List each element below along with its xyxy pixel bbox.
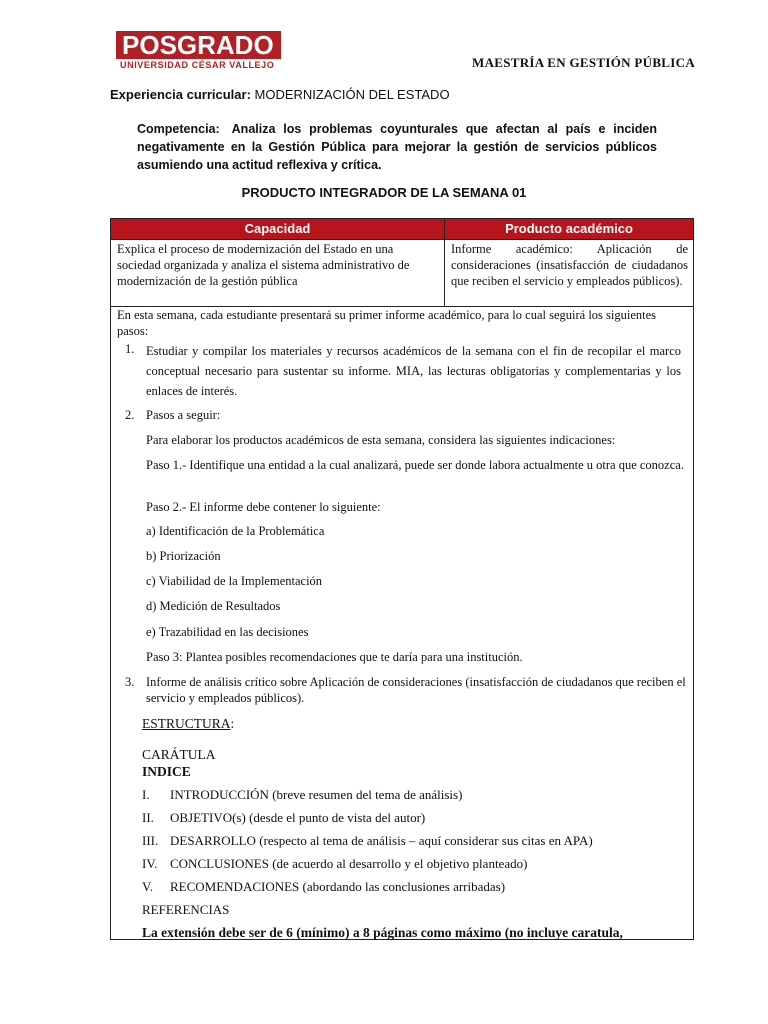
step-3-text: Informe de análisis crítico sobre Aplicación de consideraciones (insatisfacción de ciudadanos que reciben el servicio y empleados públicos). bbox=[146, 675, 686, 705]
university-name: UNIVERSIDAD CÉSAR VALLEJO bbox=[120, 60, 275, 70]
section-number: I. bbox=[142, 787, 150, 802]
product-table bbox=[110, 218, 694, 940]
table-divider bbox=[111, 239, 693, 240]
paso-2-text: Paso 2.- El informe debe contener lo siguiente: bbox=[146, 500, 381, 514]
posgrado-logo: POSGRADO bbox=[116, 31, 281, 59]
section-title: DESARROLLO bbox=[170, 833, 256, 848]
section-row bbox=[142, 787, 462, 803]
section-number: III. bbox=[142, 833, 159, 848]
list-item: e) Trazabilidad en las decisiones bbox=[146, 625, 309, 639]
section-title: CONCLUSIONES bbox=[170, 856, 269, 871]
section-row bbox=[142, 833, 593, 849]
section-number: IV. bbox=[142, 856, 158, 871]
section-note: (desde el punto de vista del autor) bbox=[249, 810, 426, 825]
step-1-text: Estudiar y compilar los materiales y recursos académicos de la semana con el fin de recopilar el marco conceptual necesario para sustentar su informe. MIA, las lecturas obligatorias y complementarias y los enlaces de interés. bbox=[146, 344, 681, 398]
section-number: II. bbox=[142, 810, 154, 825]
course-label: Experiencia curricular: bbox=[110, 87, 251, 102]
header-producto: Producto académico bbox=[445, 219, 693, 239]
estructura-colon: : bbox=[230, 716, 235, 731]
section-note: (de acuerdo al desarrollo y el objetivo planteado) bbox=[272, 856, 528, 871]
intro-text: En esta semana, cada estudiante presentará su primer informe académico, para lo cual seguirá los siguientes pasos: bbox=[117, 308, 657, 338]
list-item: b) Priorización bbox=[146, 549, 221, 563]
competencia-block bbox=[137, 120, 657, 174]
item-number: 3. bbox=[125, 675, 135, 689]
referencias-label: REFERENCIAS bbox=[142, 902, 230, 917]
section-title: OBJETIVO(s) bbox=[170, 810, 246, 825]
competencia-text: Analiza los problemas coyunturales que afectan al país e inciden negativamente en la Gestión Pública para mejorar la gestión de servicios públicos asumiendo una actitud reflexiva y crítica. bbox=[137, 122, 657, 172]
list-item: c) Viabilidad de la Implementación bbox=[146, 574, 323, 588]
list-item: d) Medición de Resultados bbox=[146, 599, 281, 613]
course-value: MODERNIZACIÓN DEL ESTADO bbox=[254, 87, 450, 102]
section-note: (breve resumen del tema de análisis) bbox=[272, 787, 463, 802]
section-row bbox=[142, 810, 425, 826]
indications-text: Para elaborar los productos académicos de esta semana, considera las siguientes indicaciones: bbox=[146, 433, 616, 447]
producto-cell: Informe académico: Aplicación de consideraciones (insatisfacción de ciudadanos que reciben el servicio y empleados públicos). bbox=[451, 242, 688, 288]
estructura-heading bbox=[142, 716, 234, 732]
section-title: INTRODUCCIÓN bbox=[170, 787, 269, 802]
capacidad-cell: Explica el proceso de modernización del Estado en una sociedad organizada y analiza el sistema administrativo de modernización de la gestión pública bbox=[117, 242, 410, 288]
step-2-text: Pasos a seguir: bbox=[146, 408, 221, 422]
header-capacidad: Capacidad bbox=[111, 219, 444, 239]
paso-1-text: Paso 1.- Identifique una entidad a la cual analizará, puede ser donde labora actualmente u otra que conozca. bbox=[146, 458, 684, 472]
section-row bbox=[142, 856, 527, 872]
product-title: PRODUCTO INTEGRADOR DE LA SEMANA 01 bbox=[241, 185, 527, 200]
section-title: RECOMENDACIONES bbox=[170, 879, 300, 894]
extension-text: La extensión debe ser de 6 (mínimo) a 8 páginas como máximo (no incluye caratula, bbox=[142, 925, 623, 940]
competencia-label: Competencia: bbox=[137, 122, 220, 136]
item-number: 1. bbox=[125, 342, 135, 356]
section-row bbox=[142, 879, 505, 895]
caratula-label: CARÁTULA bbox=[142, 747, 216, 762]
section-note: (abordando las conclusiones arribadas) bbox=[302, 879, 506, 894]
table-divider bbox=[444, 219, 445, 306]
paso-3-text: Paso 3: Plantea posibles recomendaciones que te daría para una institución. bbox=[146, 650, 523, 664]
course-line bbox=[110, 87, 450, 102]
section-note: (respecto al tema de análisis – aquí considerar sus citas en APA) bbox=[259, 833, 593, 848]
item-number: 2. bbox=[125, 408, 135, 422]
list-item: a) Identificación de la Problemática bbox=[146, 524, 325, 538]
program-title: MAESTRÍA EN GESTIÓN PÚBLICA bbox=[472, 55, 696, 70]
section-number: V. bbox=[142, 879, 153, 894]
indice-label: INDICE bbox=[142, 764, 191, 779]
estructura-label: ESTRUCTURA bbox=[142, 716, 231, 731]
